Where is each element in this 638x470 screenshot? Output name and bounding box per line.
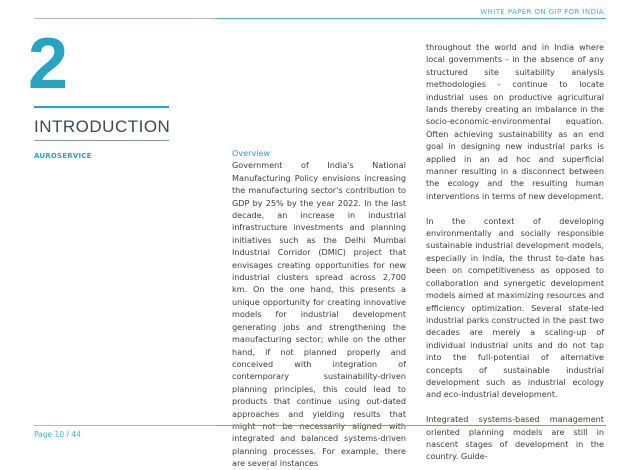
- footer-rule-right: [216, 425, 606, 426]
- section-title: INTRODUCTION: [34, 117, 171, 136]
- paragraph: Government of India's National Manufacturing Policy envisions increasing the manufacturing sector's contribution to GDP by 25% by the year 2022. In the last decade, an increase in industrial infrastructure investments and planning initiatives such as the Delhi Mumbai Industrial Corridor (DMIC) project that envisages creating opportunities for new industrial clusters spread across 2,700 km. On the one hand, this presents a unique opportunity for creating innovative models for industrial development generating jobs and strengthening the manufacturing sector; while on the other hand, if not planned properly and conceived with integration of contemporary sustainability-driven planning principles, this could lead to products that continue using out-dated approaches and yielding results that integrated and balanced systems-driven planning processes. For example, there are several instances: [232, 160, 406, 469]
- header-rule-right: [216, 18, 606, 19]
- page-number: Page 10 / 44: [34, 430, 81, 439]
- header-rule-left: [34, 18, 216, 19]
- paragraph: Integrated systems-based management oriented planning models are still in nascent stages of development in the country. Guide-: [426, 414, 604, 462]
- running-header: WHITE PAPER ON GIP FOR INDIA: [480, 8, 604, 16]
- footer-rule-left: [34, 425, 216, 426]
- body-column-2: [426, 41, 604, 463]
- body-column-1: [232, 147, 406, 470]
- section-title-rule: [34, 140, 169, 141]
- subsection-heading: Overview: [232, 148, 271, 158]
- paragraph: throughout the world and in India where local governments - in the absence of any structured site suitability analysis methodologies - continue to locate industrial uses on productive agricultural lands thereby creating an imbalance in the socio-economic-environmental equation. Often achieving sustainability as an end goal in designing new industrial parks is applied in an ad hoc and superficial manner resulting in a disconnect between the ecology and the resulting human interventions in terms of new development.: [426, 42, 604, 201]
- paragraph: In the context of developing environmentally and socially responsible sustainable industrial development models, especially in India, the thrust to-date has been on competitiveness as opposed to collaboration and synergetic development models aimed at maximizing resources and efficiency optimization. Several state-led industrial parks constructed in the past two decades are merely a scaling-up of individual industrial units and do not tap into the full-potential of alternative concepts of sustainable industrial development such as industrial ecology and eco-industrial development.: [426, 215, 604, 400]
- chapter-number: 2: [28, 24, 69, 104]
- chapter-number-rule: [34, 106, 169, 108]
- author-tag: AUROSERVICE: [34, 152, 92, 160]
